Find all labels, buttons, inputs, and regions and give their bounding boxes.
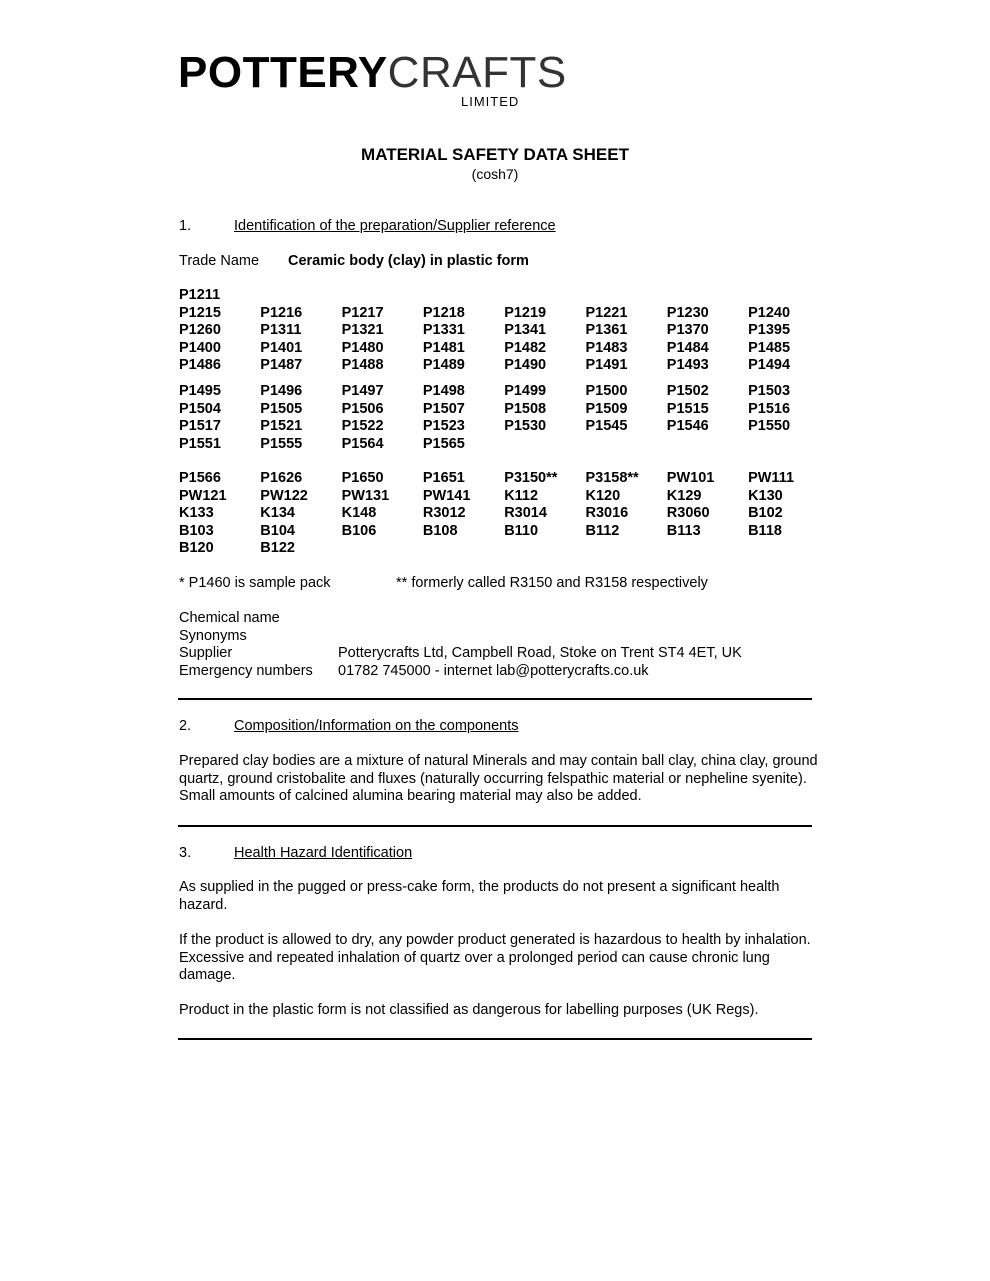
section-divider: [178, 1038, 812, 1040]
product-code: K134: [260, 505, 295, 522]
code-row: [179, 523, 829, 541]
product-code: P1504: [179, 400, 221, 417]
product-code: P1480: [341, 339, 384, 356]
product-code: B108: [422, 522, 458, 539]
product-code: K129: [666, 487, 702, 504]
emergency-row: [179, 663, 742, 681]
product-code: P1221: [585, 304, 628, 321]
section-2-heading: [179, 718, 519, 734]
code-row: [179, 357, 829, 375]
section-divider: [178, 698, 812, 700]
section-title: Composition/Information on the components: [234, 718, 519, 734]
product-code: P1550: [748, 418, 791, 435]
document-title: MATERIAL SAFETY DATA SHEET: [361, 145, 629, 164]
product-code: P1218: [422, 304, 465, 321]
product-code: P1331: [422, 322, 465, 339]
trade-name-label: Trade Name: [179, 253, 260, 269]
product-code: B102: [748, 505, 783, 522]
supplier-label: Supplier: [179, 645, 233, 662]
code-row: [179, 540, 829, 558]
code-row: [179, 401, 829, 419]
product-code: P1555: [260, 435, 303, 452]
product-code: B112: [585, 522, 620, 539]
product-code: P1240: [748, 304, 791, 321]
product-code: P1370: [666, 322, 709, 339]
trade-name-row: [179, 253, 529, 269]
product-code: P1498: [422, 383, 465, 399]
section-number: 1.: [179, 218, 192, 234]
product-code: P1488: [341, 357, 384, 374]
section-number: 3.: [179, 845, 192, 861]
product-code: P1551: [179, 435, 221, 452]
product-code: K120: [585, 487, 621, 504]
synonyms-row: [179, 628, 742, 646]
product-code: PW122: [260, 487, 308, 504]
section-title: Health Hazard Identification: [234, 845, 413, 861]
product-code: K130: [748, 487, 783, 504]
section-divider: [178, 825, 812, 827]
product-code: R3014: [504, 505, 547, 522]
product-code: R3060: [666, 505, 710, 522]
product-code: P1515: [666, 400, 709, 417]
logo-wordmark: [178, 50, 567, 96]
code-row: [179, 340, 829, 358]
code-row: [179, 287, 829, 305]
supplier-info: [179, 610, 742, 680]
product-code: P1230: [666, 304, 709, 321]
product-code: B113: [666, 522, 701, 539]
product-code: P1502: [666, 383, 709, 399]
product-code: K112: [504, 487, 539, 504]
product-code: P1217: [341, 304, 384, 321]
emergency-label: Emergency numbers: [179, 662, 313, 679]
product-code: P1493: [666, 357, 709, 374]
product-code: P1507: [422, 400, 465, 417]
product-code: P1496: [260, 383, 303, 399]
product-code: P1482: [504, 339, 547, 356]
product-code: P1565: [422, 435, 465, 452]
product-code: P1484: [666, 339, 709, 356]
section-title: Identification of the preparation/Supplier reference: [234, 218, 556, 234]
product-code: B110: [504, 522, 539, 539]
product-code: P1499: [504, 383, 547, 399]
product-code: K133: [179, 505, 214, 522]
product-code: PW141: [422, 487, 471, 504]
chemical-name-row: [179, 610, 742, 628]
product-code: P1215: [179, 304, 221, 321]
product-code: P1495: [179, 383, 221, 399]
code-row: [179, 322, 829, 340]
product-code: P1497: [341, 383, 384, 399]
product-code: B120: [179, 540, 214, 557]
product-code: P1494: [748, 357, 791, 374]
product-code: PW121: [179, 487, 227, 504]
section-number: 2.: [179, 718, 192, 734]
product-code: P1506: [341, 400, 384, 417]
product-code: P1503: [748, 383, 791, 399]
product-code: P1216: [260, 304, 303, 321]
product-code: P1516: [748, 400, 791, 417]
product-code: P3158**: [585, 470, 639, 486]
hazard-paragraph-2: If the product is allowed to dry, any powder product generated is hazardous to health by inhalation. Excessive and repeated inhalation of quartz over a prolonged period can cause chronic lung damage.: [179, 932, 811, 984]
product-code: B103: [179, 522, 214, 539]
footnotes: [179, 575, 708, 591]
product-code: P1485: [748, 339, 791, 356]
product-code: PW111: [748, 470, 795, 486]
section-3-heading: [179, 845, 412, 861]
trade-name-value: Ceramic body (clay) in plastic form: [288, 253, 529, 269]
logo-subtitle: LIMITED: [461, 94, 520, 109]
emergency-value: 01782 745000 - internet lab@potterycrafts.co.uk: [338, 662, 649, 679]
chemical-name-label: Chemical name: [179, 610, 280, 626]
product-code: P1491: [585, 357, 628, 374]
product-code-group-2: [179, 383, 829, 453]
product-code: P3150**: [504, 470, 558, 486]
hazard-paragraph-3: Product in the plastic form is not classified as dangerous for labelling purposes (UK Regs).: [179, 1002, 759, 1018]
product-code: P1505: [260, 400, 303, 417]
product-code: K148: [341, 505, 377, 522]
product-code: P1483: [585, 339, 628, 356]
hazard-paragraph-1: As supplied in the pugged or press-cake form, the products do not present a significant health hazard.: [179, 879, 780, 913]
code-row: [179, 418, 829, 436]
product-code: P1481: [422, 339, 465, 356]
product-code: R3012: [422, 505, 466, 522]
document-code: (cosh7): [471, 166, 519, 182]
product-code: P1521: [260, 418, 303, 435]
product-code: P1546: [666, 418, 709, 435]
product-code: P1401: [260, 339, 303, 356]
logo-brand-bold: POTTERY: [178, 48, 388, 97]
product-code: P1487: [260, 357, 303, 374]
product-code: P1219: [504, 304, 547, 321]
product-code: P1530: [504, 418, 547, 435]
code-row: [179, 305, 829, 323]
product-code: B106: [341, 522, 377, 539]
product-code: P1650: [341, 470, 384, 486]
code-row: [179, 505, 829, 523]
product-code: B104: [260, 522, 295, 539]
logo-brand-light: CRAFTS: [387, 48, 567, 97]
product-code-group-3: [179, 470, 829, 558]
product-code: B118: [748, 522, 782, 539]
former-names-note: ** formerly called R3150 and R3158 respectively: [396, 575, 708, 591]
product-code: P1490: [504, 357, 547, 374]
product-code: P1651: [422, 470, 465, 486]
code-row: [179, 470, 829, 488]
product-code: P1508: [504, 400, 547, 417]
product-code-group-1: [179, 287, 829, 375]
product-code: P1489: [422, 357, 465, 374]
product-code: P1626: [260, 470, 303, 486]
supplier-row: [179, 645, 742, 663]
supplier-value: Potterycrafts Ltd, Campbell Road, Stoke on Trent ST4 4ET, UK: [338, 645, 742, 662]
product-code: P1211: [179, 287, 221, 303]
product-code: P1509: [585, 400, 628, 417]
product-code: P1341: [504, 322, 547, 339]
product-code: R3016: [585, 505, 629, 522]
product-code: P1564: [341, 435, 384, 452]
product-code: P1500: [585, 383, 628, 399]
product-code: PW131: [341, 487, 390, 504]
section-1-heading: [179, 218, 556, 234]
product-code: P1517: [179, 418, 221, 435]
code-row: [179, 383, 829, 401]
code-row: [179, 488, 829, 506]
product-code: P1522: [341, 418, 384, 435]
sample-pack-note: * P1460 is sample pack: [179, 575, 331, 591]
composition-text: Prepared clay bodies are a mixture of natural Minerals and may contain ball clay, china clay, ground quartz, ground cristobalite and fluxes (naturally occurring felspathic material or nepheline syenite). Small amounts of calcined alumina bearing material may also be added.: [179, 753, 818, 805]
product-code: P1395: [748, 322, 791, 339]
synonyms-label: Synonyms: [179, 627, 247, 644]
company-logo: [178, 50, 598, 112]
product-code: P1523: [422, 418, 465, 435]
product-code: P1260: [179, 322, 221, 339]
product-code: B122: [260, 540, 295, 557]
product-code: P1321: [341, 322, 384, 339]
product-code: P1486: [179, 357, 221, 374]
product-code: P1545: [585, 418, 628, 435]
product-code: P1400: [179, 339, 221, 356]
product-code: P1566: [179, 470, 221, 486]
product-code: PW101: [666, 470, 715, 486]
code-row: [179, 436, 829, 454]
product-code: P1361: [585, 322, 628, 339]
product-code: P1311: [260, 322, 302, 339]
